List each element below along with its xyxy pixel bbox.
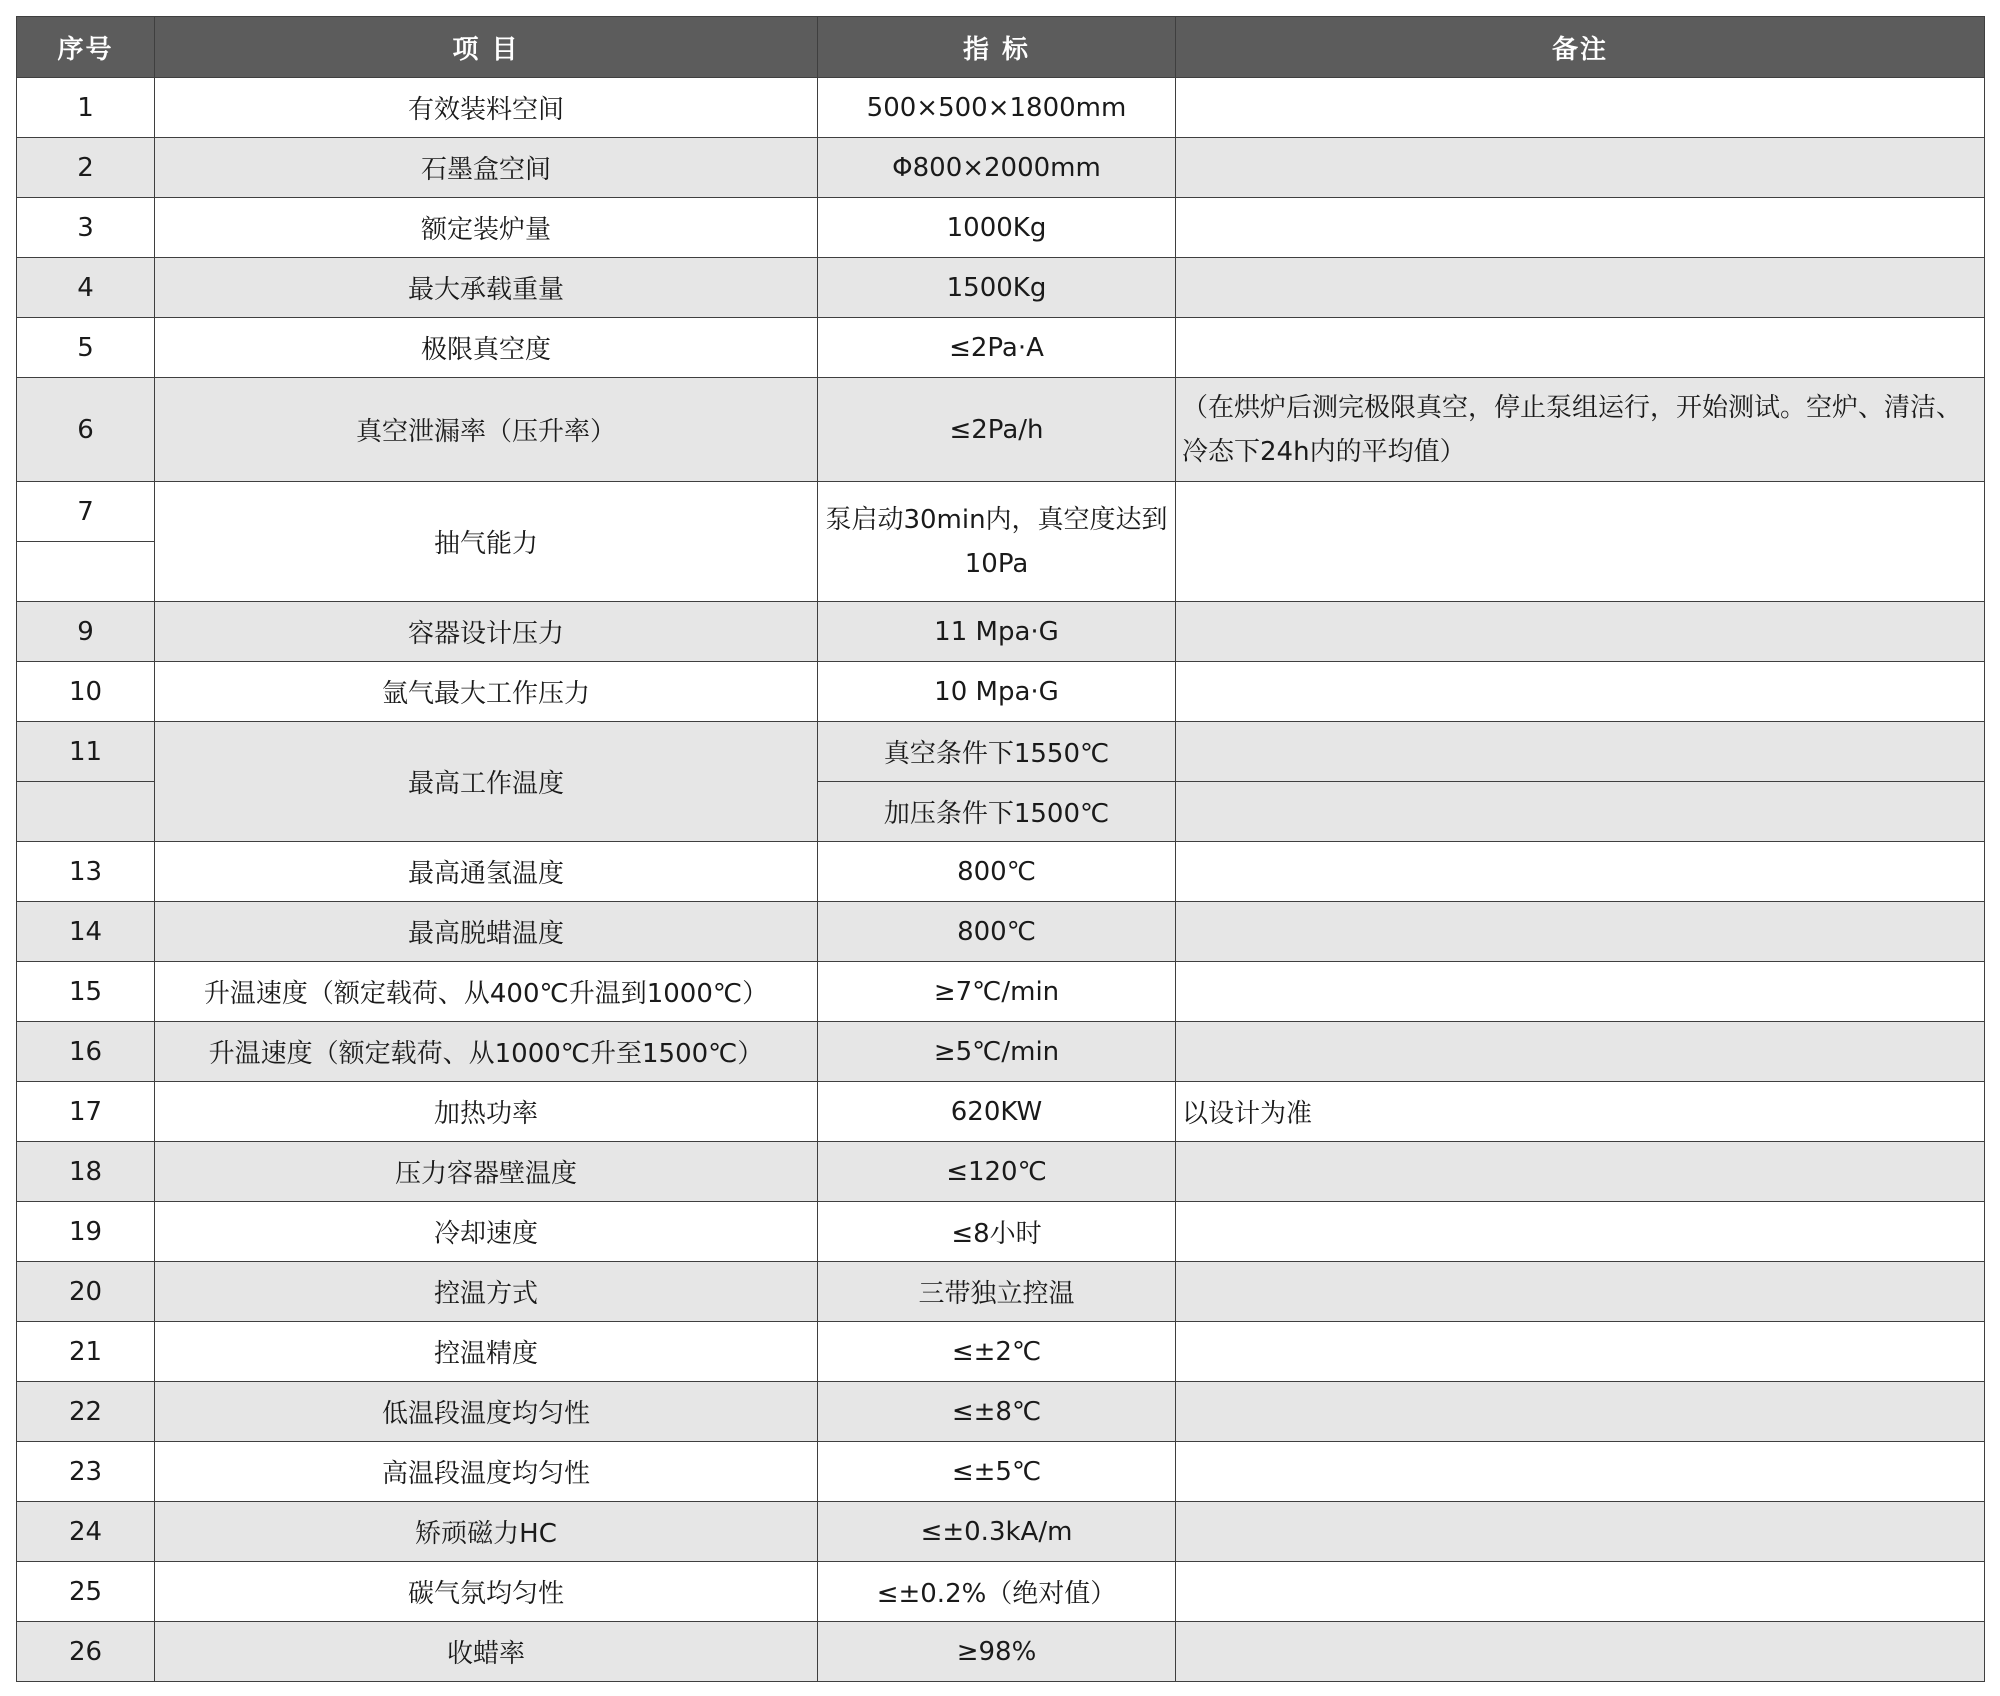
row-note xyxy=(1176,962,1985,1022)
row-item: 加热功率 xyxy=(155,1082,818,1142)
table-row xyxy=(17,1022,1985,1082)
table-row xyxy=(17,78,1985,138)
header-no: 序号 xyxy=(17,17,155,78)
row-no: 4 xyxy=(17,258,155,318)
row-note xyxy=(1176,602,1985,662)
table-row xyxy=(17,318,1985,378)
row-spec: ≥7℃/min xyxy=(818,962,1176,1022)
row-no: 26 xyxy=(17,1622,155,1682)
row-spec: 泵启动30min内，真空度达到10Pa xyxy=(818,482,1176,602)
row-note xyxy=(1176,482,1985,602)
row-spec: 10 Mpa·G xyxy=(818,662,1176,722)
table-row xyxy=(17,1262,1985,1322)
row-spec: 1500Kg xyxy=(818,258,1176,318)
row-note: （在烘炉后测完极限真空，停止泵组运行，开始测试。空炉、清洁、冷态下24h内的平均值） xyxy=(1176,378,1985,482)
row-spec: Φ800×2000mm xyxy=(818,138,1176,198)
row-no: 11 xyxy=(17,722,155,782)
row-no: 24 xyxy=(17,1502,155,1562)
row-item: 升温速度（额定载荷、从400℃升温到1000℃） xyxy=(155,962,818,1022)
row-spec: ≥5℃/min xyxy=(818,1022,1176,1082)
row-note: 以设计为准 xyxy=(1176,1082,1985,1142)
row-spec: ≤±0.3kA/m xyxy=(818,1502,1176,1562)
row-item: 最高通氢温度 xyxy=(155,842,818,902)
table-row xyxy=(17,258,1985,318)
row-note xyxy=(1176,78,1985,138)
table-row xyxy=(17,722,1985,782)
row-item: 冷却速度 xyxy=(155,1202,818,1262)
row-no: 18 xyxy=(17,1142,155,1202)
table-row xyxy=(17,602,1985,662)
table-row xyxy=(17,1502,1985,1562)
row-spec: ≤2Pa·A xyxy=(818,318,1176,378)
table-row xyxy=(17,1202,1985,1262)
row-note xyxy=(1176,902,1985,962)
row-no: 1 xyxy=(17,78,155,138)
row-no xyxy=(17,782,155,842)
row-item: 极限真空度 xyxy=(155,318,818,378)
table-row xyxy=(17,1382,1985,1442)
row-no: 17 xyxy=(17,1082,155,1142)
spec-table xyxy=(16,16,1985,1682)
row-item: 最高脱蜡温度 xyxy=(155,902,818,962)
row-spec: 620KW xyxy=(818,1082,1176,1142)
row-no: 14 xyxy=(17,902,155,962)
row-note xyxy=(1176,1022,1985,1082)
row-spec: 800℃ xyxy=(818,902,1176,962)
row-note xyxy=(1176,1382,1985,1442)
row-note xyxy=(1176,1262,1985,1322)
row-item: 收蜡率 xyxy=(155,1622,818,1682)
table-row xyxy=(17,842,1985,902)
row-note xyxy=(1176,1442,1985,1502)
row-item: 石墨盒空间 xyxy=(155,138,818,198)
table-row xyxy=(17,1142,1985,1202)
row-no: 10 xyxy=(17,662,155,722)
row-item: 矫顽磁力HC xyxy=(155,1502,818,1562)
header-note: 备注 xyxy=(1176,17,1985,78)
row-no: 7 xyxy=(17,482,155,542)
row-no: 13 xyxy=(17,842,155,902)
row-no: 3 xyxy=(17,198,155,258)
row-note xyxy=(1176,782,1985,842)
row-spec: ≤±0.2%（绝对值） xyxy=(818,1562,1176,1622)
row-note xyxy=(1176,318,1985,378)
row-item: 氩气最大工作压力 xyxy=(155,662,818,722)
row-item: 最高工作温度 xyxy=(155,722,818,842)
row-spec: ≤±2℃ xyxy=(818,1322,1176,1382)
table-row xyxy=(17,378,1985,482)
row-spec: 11 Mpa·G xyxy=(818,602,1176,662)
row-note xyxy=(1176,722,1985,782)
table-header-row xyxy=(17,17,1985,78)
table-row xyxy=(17,662,1985,722)
row-no: 5 xyxy=(17,318,155,378)
row-no: 15 xyxy=(17,962,155,1022)
row-item: 控温方式 xyxy=(155,1262,818,1322)
row-item: 控温精度 xyxy=(155,1322,818,1382)
row-no: 20 xyxy=(17,1262,155,1322)
row-item: 低温段温度均匀性 xyxy=(155,1382,818,1442)
row-note xyxy=(1176,1142,1985,1202)
header-spec: 指 标 xyxy=(818,17,1176,78)
table-row xyxy=(17,1322,1985,1382)
row-note xyxy=(1176,258,1985,318)
table-row xyxy=(17,1562,1985,1622)
row-note xyxy=(1176,1202,1985,1262)
row-spec: 500×500×1800mm xyxy=(818,78,1176,138)
row-no: 21 xyxy=(17,1322,155,1382)
table-row xyxy=(17,902,1985,962)
row-spec: 800℃ xyxy=(818,842,1176,902)
table-row xyxy=(17,1622,1985,1682)
row-spec: 加压条件下1500℃ xyxy=(818,782,1176,842)
row-note xyxy=(1176,662,1985,722)
table-row xyxy=(17,198,1985,258)
row-no: 2 xyxy=(17,138,155,198)
row-spec: ≤±8℃ xyxy=(818,1382,1176,1442)
header-item: 项 目 xyxy=(155,17,818,78)
row-no: 19 xyxy=(17,1202,155,1262)
row-item: 抽气能力 xyxy=(155,482,818,602)
row-note xyxy=(1176,1502,1985,1562)
row-spec: ≤2Pa/h xyxy=(818,378,1176,482)
row-item: 容器设计压力 xyxy=(155,602,818,662)
row-item: 碳气氛均匀性 xyxy=(155,1562,818,1622)
row-item: 高温段温度均匀性 xyxy=(155,1442,818,1502)
row-spec: 真空条件下1550℃ xyxy=(818,722,1176,782)
row-no: 6 xyxy=(17,378,155,482)
row-note xyxy=(1176,198,1985,258)
row-note xyxy=(1176,138,1985,198)
row-no xyxy=(17,542,155,602)
table-row xyxy=(17,1082,1985,1142)
row-spec: 三带独立控温 xyxy=(818,1262,1176,1322)
row-note xyxy=(1176,842,1985,902)
row-spec: ≤8小时 xyxy=(818,1202,1176,1262)
row-item: 额定装炉量 xyxy=(155,198,818,258)
row-no: 25 xyxy=(17,1562,155,1622)
table-row xyxy=(17,1442,1985,1502)
table-row xyxy=(17,482,1985,542)
row-spec: ≥98% xyxy=(818,1622,1176,1682)
row-item: 升温速度（额定载荷、从1000℃升至1500℃） xyxy=(155,1022,818,1082)
row-spec: ≤120℃ xyxy=(818,1142,1176,1202)
row-note xyxy=(1176,1622,1985,1682)
row-spec: 1000Kg xyxy=(818,198,1176,258)
row-no: 16 xyxy=(17,1022,155,1082)
table-row xyxy=(17,138,1985,198)
row-item: 最大承载重量 xyxy=(155,258,818,318)
row-item: 真空泄漏率（压升率） xyxy=(155,378,818,482)
row-spec: ≤±5℃ xyxy=(818,1442,1176,1502)
row-no: 22 xyxy=(17,1382,155,1442)
row-item: 有效装料空间 xyxy=(155,78,818,138)
row-note xyxy=(1176,1322,1985,1382)
row-no: 23 xyxy=(17,1442,155,1502)
row-no: 9 xyxy=(17,602,155,662)
row-note xyxy=(1176,1562,1985,1622)
row-item: 压力容器壁温度 xyxy=(155,1142,818,1202)
table-row xyxy=(17,962,1985,1022)
